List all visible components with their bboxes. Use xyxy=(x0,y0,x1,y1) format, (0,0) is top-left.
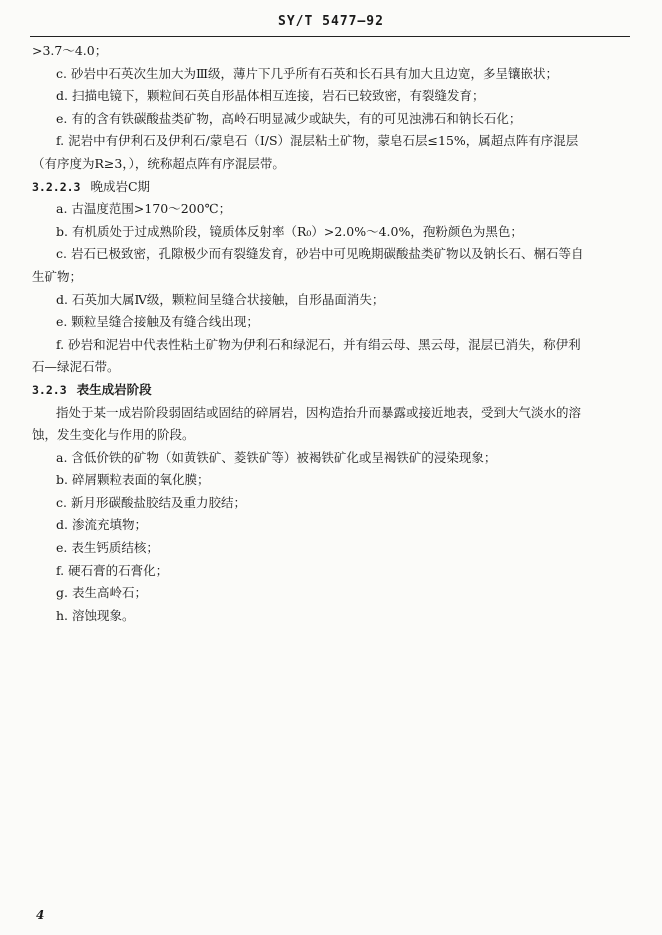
header-rule xyxy=(30,36,630,37)
list-item-c: c. 岩石已极致密，孔隙极少而有裂缝发育，砂岩中可见晚期碳酸盐类矿物以及钠长石、榍石等自 xyxy=(56,246,584,262)
list-item-b: b. 碎屑颗粒表面的氧化膜； xyxy=(56,472,210,488)
text-line: >3.7～4.0； xyxy=(32,43,108,58)
section-heading-3-2-3 xyxy=(32,379,630,402)
list-item-h: h. 溶蚀现象。 xyxy=(56,607,135,623)
section-heading-3-2-2-3 xyxy=(32,176,630,199)
section-title: 表生成岩阶段 xyxy=(76,381,152,397)
section-number: 3.2.2.3 xyxy=(32,179,81,194)
list-item-a: a. 古温度范围>170～200℃； xyxy=(56,201,232,217)
list-item-e: e. 表生钙质结核； xyxy=(56,540,159,556)
list-item-f: f. 硬石膏的石膏化； xyxy=(56,562,169,578)
list-item-f: f. 砂岩和泥岩中代表性粘土矿物为伊利石和绿泥石，并有绢云母、黑云母，混层已消失，称伊利 xyxy=(56,336,581,352)
page-header-code: SY/T 5477—92 xyxy=(278,14,384,29)
text-line: 蚀，发生变化与作用的阶段。 xyxy=(32,427,195,443)
list-item-c: c. 新月形碳酸盐胶结及重力胶结； xyxy=(56,494,246,510)
paragraph-line: 指处于某一成岩阶段弱固结或固结的碎屑岩，因构造抬升而暴露或接近地表，受到大气淡水的溶 xyxy=(56,404,582,420)
text-line: 生矿物； xyxy=(32,268,83,284)
list-item-a: a. 含低价铁的矿物（如黄铁矿、菱铁矿等）被褐铁矿化或呈褐铁矿的浸染现象； xyxy=(56,449,497,465)
list-item-e: e. 颗粒呈缝合接触及有缝合线出现； xyxy=(56,314,259,330)
list-item-f: f. 泥岩中有伊利石及伊利石/蒙皂石（I/S）混层粘土矿物，蒙皂石层≤15%，属超点阵有序混层 xyxy=(56,133,579,149)
section-title: 晚成岩C期 xyxy=(90,178,151,194)
list-item-c: c. 砂岩中石英次生加大为Ⅲ级，薄片下几乎所有石英和长石具有加大且边宽，多呈镶嵌状； xyxy=(56,65,559,81)
text-line: （有序度为R≥3，），统称超点阵有序混层带。 xyxy=(32,155,285,171)
list-item-g: g. 表生高岭石； xyxy=(56,585,147,601)
list-item-d: d. 石英加大属Ⅳ级，颗粒间呈缝合状接触，自形晶面消失； xyxy=(56,291,385,307)
page-number: 4 xyxy=(36,908,45,922)
list-item-d: d. 扫描电镜下，颗粒间石英自形晶体相互连接，岩石已较致密，有裂缝发育； xyxy=(56,88,485,104)
list-item-e: e. 有的含有铁碳酸盐类矿物，高岭石明显减少或缺失，有的可见浊沸石和钠长石化； xyxy=(56,110,522,126)
list-item-b: b. 有机质处于过成熟阶段，镜质体反射率（R₀）>2.0%～4.0%，孢粉颜色为黑色； xyxy=(56,223,523,239)
text-line: 石—绿泥石带。 xyxy=(32,359,120,375)
list-item-d: d. 渗流充填物； xyxy=(56,517,147,533)
section-number: 3.2.3 xyxy=(32,382,67,397)
document-body xyxy=(32,40,630,627)
